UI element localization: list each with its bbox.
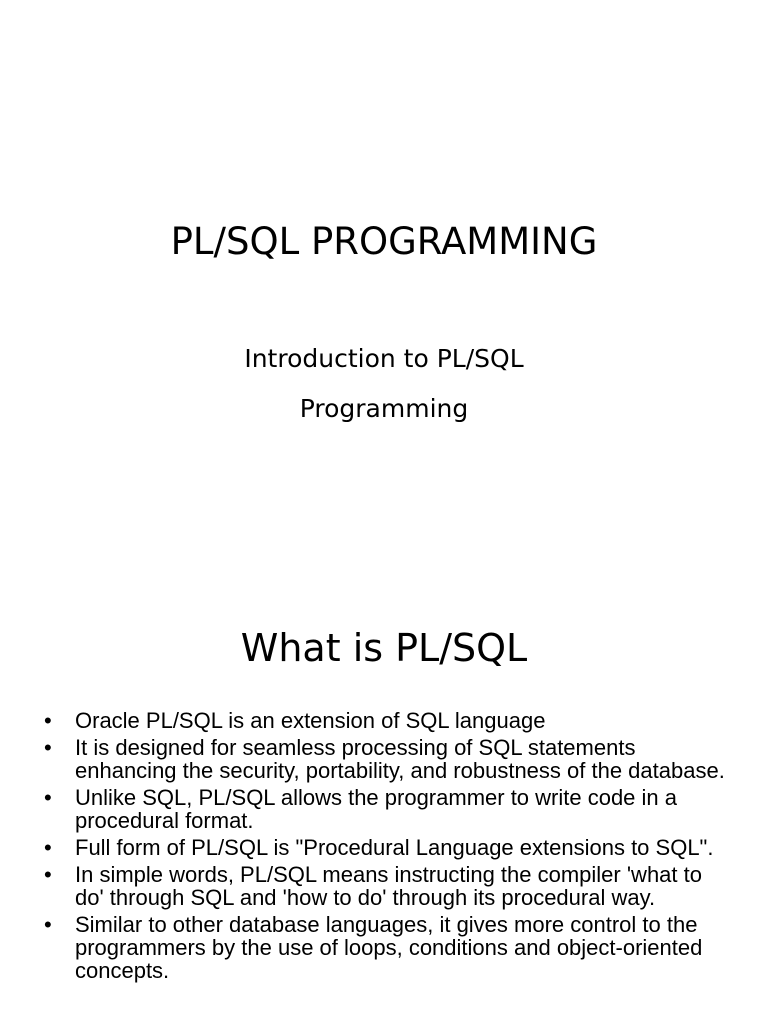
bullet-text: Full form of PL/SQL is "Procedural Language extensions to SQL". — [75, 835, 714, 860]
bullet-icon: • — [44, 708, 52, 733]
subtitle-line: Introduction to PL/SQL — [244, 344, 524, 373]
bullet-item — [44, 709, 730, 732]
bullet-item — [44, 863, 730, 909]
bullet-item — [44, 736, 730, 782]
bullet-icon: • — [44, 912, 52, 937]
content-slide — [0, 576, 768, 1024]
bullet-icon: • — [44, 735, 52, 760]
bullet-text: It is designed for seamless processing of SQL statements enhancing the security, portability, and robustness of the database. — [75, 735, 725, 783]
slide-subtitle — [0, 334, 768, 434]
bullet-item — [44, 786, 730, 832]
bullet-text: Oracle PL/SQL is an extension of SQL language — [75, 708, 546, 733]
bullet-icon: • — [44, 835, 52, 860]
bullet-text: Unlike SQL, PL/SQL allows the programmer to write code in a procedural format. — [75, 785, 678, 833]
bullet-text: Similar to other database languages, it gives more control to the programmers by the use of loops, conditions and object-oriented concepts. — [75, 912, 703, 983]
bullet-item — [44, 836, 730, 859]
slide-title: PL/SQL PROGRAMMING — [170, 220, 598, 263]
bullet-text: In simple words, PL/SQL means instructing the compiler 'what to do' through SQL and 'how to do' through its procedural way. — [75, 862, 702, 910]
bullet-icon: • — [44, 862, 52, 887]
slide-heading: What is PL/SQL — [240, 626, 528, 670]
bullet-icon: • — [44, 785, 52, 810]
bullet-list — [44, 709, 730, 986]
bullet-item — [44, 913, 730, 982]
subtitle-line: Programming — [299, 394, 469, 423]
